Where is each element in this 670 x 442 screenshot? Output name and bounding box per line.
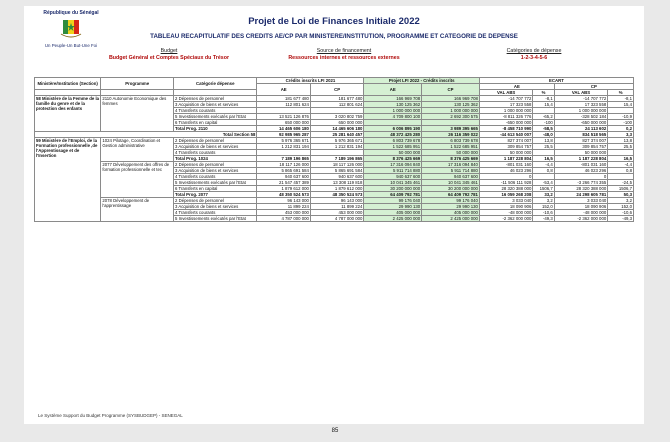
value-cell: 1 187 228 804 (554, 156, 607, 162)
value-cell: 8 376 425 669 (364, 156, 422, 162)
value-cell: 827 374 007 (479, 138, 532, 144)
value-cell: 50 000 000 (422, 150, 480, 156)
value-cell: 1 522 685 951 (422, 144, 480, 150)
value-cell: 940 637 600 (364, 174, 422, 180)
value-cell: -65,2 (533, 114, 554, 120)
value-cell: 405 000 000 (422, 210, 480, 216)
value-cell: 7 189 196 865 (310, 156, 363, 162)
value-cell: 112 801 624 (257, 102, 310, 108)
value-cell: 2 425 000 000 (422, 216, 480, 222)
col-header-ae: AE (364, 84, 422, 96)
value-cell: 46 023 296 (554, 168, 607, 174)
value-cell: -24,5 (608, 180, 634, 186)
source-label: Source de financement (316, 48, 372, 54)
value-cell: 1506,7 (533, 186, 554, 192)
value-cell: 309 854 757 (479, 144, 532, 150)
value-cell: 46 023 296 (479, 168, 532, 174)
value-cell: 1 879 612 000 (310, 186, 363, 192)
value-cell: 152,0 (533, 204, 554, 210)
value-cell: 50 000 000 (554, 150, 607, 156)
value-cell: 827 374 007 (554, 138, 607, 144)
col-header-cp: CP (310, 84, 363, 96)
value-cell: 13,8 (608, 138, 634, 144)
value-cell: -801 031 160 (554, 162, 607, 168)
value-cell: 405 000 000 (364, 210, 422, 216)
value-cell: 2 425 000 000 (364, 216, 422, 222)
value-cell: 3,2 (533, 198, 554, 204)
programme-cell: 2077 Développement des offres de formation professionnelle et tec (101, 162, 174, 198)
categorie-cell: 5 Investissements exécutés par l'Etat (174, 114, 257, 120)
ministere-cell: 58 Ministère de la Femme de la famille du genre et de la protection des enfants (35, 96, 101, 132)
value-cell: 26 116 359 022 (422, 132, 480, 138)
value-cell: 14 465 606 180 (257, 126, 310, 132)
program-total-label: Total Prog. 2077 (174, 192, 257, 198)
value-cell: 29 990 130 (422, 204, 480, 210)
value-cell: 1 212 831 194 (257, 144, 310, 150)
value-cell: 3 033 040 (554, 198, 607, 204)
value-cell: -801 031 160 (479, 162, 532, 168)
value-cell: 15,4 (533, 102, 554, 108)
value-cell: 29 990 130 (364, 204, 422, 210)
value-cell: 6 006 895 190 (364, 126, 422, 132)
value-cell: 3 020 802 759 (310, 114, 363, 120)
value-cell: 3 989 395 665 (422, 126, 480, 132)
col-header-ministere: Ministère/Institution (Section) (35, 78, 101, 90)
value-cell: 1 522 685 951 (364, 144, 422, 150)
value-cell: -48 000 000 (479, 210, 532, 216)
document-title: Projet de Loi de Finances Initiale 2022 (248, 16, 420, 27)
value-cell: 24 113 602 (554, 126, 607, 132)
value-cell: 11 899 224 (257, 204, 310, 210)
col-header-pct: % (608, 90, 634, 96)
value-cell: 834 518 565 (554, 132, 607, 138)
value-cell: -14 707 772 (554, 96, 607, 102)
value-cell: 1506,7 (608, 186, 634, 192)
categorie-cell: 3 Acquisition de biens et services (174, 204, 257, 210)
col-header-lfi2021: Crédits inscrits LFI 2021 (257, 78, 364, 84)
value-cell: -4,4 (533, 162, 554, 168)
value-cell: 0 (479, 174, 532, 180)
value-cell: 25 281 640 457 (310, 132, 363, 138)
value-cell: 166 969 708 (364, 96, 422, 102)
value-cell: 25,5 (533, 144, 554, 150)
categorie-cell: 3 Acquisition de biens et services (174, 168, 257, 174)
col-header-val-abs: VAL ABS (554, 90, 607, 96)
categorie-cell: 3 Acquisition de biens et services (174, 102, 257, 108)
motto-label: Un Peuple-Un But-Une Foi (44, 43, 98, 48)
categorie-cell: 4 Transferts courants (174, 210, 257, 216)
source-value: Ressources internes et ressources externes (288, 55, 400, 61)
categorie-cell: 6 Transferts en capital (174, 186, 257, 192)
value-cell: -4,4 (608, 162, 634, 168)
value-cell: 5 865 691 584 (257, 168, 310, 174)
value-cell: 18 090 906 (479, 204, 532, 210)
value-cell: 99 176 040 (364, 198, 422, 204)
value-cell: 17 316 094 840 (422, 162, 480, 168)
value-cell: 17 323 558 (554, 102, 607, 108)
table-row (35, 138, 634, 144)
budget-block (84, 48, 254, 62)
source-block (264, 48, 424, 62)
value-cell: 30 200 000 000 (364, 186, 422, 192)
value-cell: 0 (554, 174, 607, 180)
value-cell: 24 298 605 781 (554, 192, 607, 198)
categorie-cell: 5 Investissements exécutés par l'Etat (174, 216, 257, 222)
value-cell: -2 362 000 000 (479, 216, 532, 222)
value-cell: 7 189 196 865 (257, 156, 310, 162)
value-cell: 940 637 600 (257, 174, 310, 180)
program-total-label: Total Prog. 2110 (174, 126, 257, 132)
value-cell: 13 308 119 818 (310, 180, 363, 186)
value-cell: 18 117 126 000 (310, 162, 363, 168)
value-cell: 0,2 (608, 126, 634, 132)
value-cell: 21 547 457 389 (257, 180, 310, 186)
value-cell: 48 350 524 573 (257, 192, 310, 198)
value-cell: 152,0 (608, 204, 634, 210)
value-cell: 18 117 126 000 (257, 162, 310, 168)
categorie-cell: 3 Acquisition de biens et services (174, 144, 257, 150)
value-cell: 0,8 (608, 168, 634, 174)
value-cell: 25,5 (608, 144, 634, 150)
ministere-cell: 59 Ministère de l'Emploi, de la Formation professionnelle ,de l'Apprentissage et de l'Insertion (35, 138, 101, 222)
col-header-cp: CP (422, 84, 480, 96)
value-cell: 940 637 600 (310, 174, 363, 180)
value-cell: 16,5 (533, 156, 554, 162)
value-cell: 92 985 965 287 (257, 132, 310, 138)
value-cell: 64 409 792 781 (422, 192, 480, 198)
value-cell: 5 976 365 671 (257, 138, 310, 144)
categorie-cell: 2 Dépenses de personnel (174, 198, 257, 204)
value-cell: 1 000 000 000 (554, 108, 607, 114)
value-cell: 3,3 (608, 132, 634, 138)
value-cell: 4 709 800 100 (364, 114, 422, 120)
value-cell: -49,3 (608, 216, 634, 222)
value-cell: -10,9 (608, 114, 634, 120)
value-cell: 309 854 757 (554, 144, 607, 150)
value-cell: 5 911 714 880 (364, 168, 422, 174)
value-cell: 28 320 388 000 (554, 186, 607, 192)
value-cell: -100 (608, 120, 634, 126)
value-cell: 181 677 480 (257, 96, 310, 102)
categorie-cell: 4 Transferts courants (174, 174, 257, 180)
value-cell: 11 899 224 (310, 204, 363, 210)
document-page (24, 6, 644, 424)
category-block (464, 48, 604, 62)
value-cell: -3 266 774 355 (554, 180, 607, 186)
categorie-cell: 2 Dépenses de personnel (174, 162, 257, 168)
col-header-categorie: Catégorie dépense (174, 78, 257, 90)
value-cell: 10 041 345 461 (422, 180, 480, 186)
value-cell: 30 200 000 000 (422, 186, 480, 192)
value-cell: -8,1 (608, 96, 634, 102)
value-cell: -48,0 (533, 132, 554, 138)
section-total-label: Total Section 58 (35, 132, 257, 138)
budget-value: Budget Général et Comptes Spéciaux du Trésor (108, 55, 230, 61)
value-cell: -48 000 000 (554, 210, 607, 216)
value-cell: 10 041 345 461 (364, 180, 422, 186)
value-cell: 50 000 000 (479, 150, 532, 156)
col-header-ae: AE (479, 84, 554, 90)
program-total-label: Total Prog. 1024 (174, 156, 257, 162)
value-cell: -11 506 111 928 (479, 180, 532, 186)
value-cell: 1 879 612 000 (257, 186, 310, 192)
value-cell: 1 212 831 194 (310, 144, 363, 150)
value-cell: 48 350 524 573 (310, 192, 363, 198)
value-cell: 453 000 000 (257, 210, 310, 216)
value-cell: 2 692 300 575 (422, 114, 480, 120)
value-cell: 50 000 000 (364, 150, 422, 156)
value-cell: 64 409 792 781 (364, 192, 422, 198)
value-cell: -44 613 540 007 (479, 132, 532, 138)
value-cell: 1 000 000 000 (364, 108, 422, 114)
value-cell: 28 320 388 000 (479, 186, 532, 192)
value-cell: 14 465 606 180 (310, 126, 363, 132)
value-cell: 650 000 000 (257, 120, 310, 126)
credits-table (34, 77, 634, 222)
categorie-cell: 6 Transferts en capital (174, 120, 257, 126)
value-cell: 33,2 (533, 192, 554, 198)
value-cell: 1 000 000 000 (479, 108, 532, 114)
value-cell: 96 143 000 (310, 198, 363, 204)
value-cell: -58,5 (533, 126, 554, 132)
value-cell: 48 372 425 280 (364, 132, 422, 138)
footer-text: Le Système Support du Budget Programme (SYSBUDGEP) - SENEGAL (38, 413, 183, 418)
col-header-ae: AE (257, 84, 310, 96)
value-cell: 650 000 000 (310, 120, 363, 126)
value-cell: 5 865 691 584 (310, 168, 363, 174)
value-cell: 17 316 094 840 (364, 162, 422, 168)
value-cell: 16,5 (608, 156, 634, 162)
value-cell: 166 969 708 (422, 96, 480, 102)
value-cell: 5 976 365 671 (310, 138, 363, 144)
page-number: 85 (331, 428, 339, 434)
categorie-cell: 5 Investissements exécutés par l'Etat (174, 180, 257, 186)
value-cell: -53,4 (533, 180, 554, 186)
value-cell: -328 502 184 (554, 114, 607, 120)
value-cell: 453 000 000 (310, 210, 363, 216)
value-cell: 0,8 (533, 168, 554, 174)
value-cell: 4 787 000 000 (310, 216, 363, 222)
value-cell: -14 707 772 (479, 96, 532, 102)
category-label: Catégories de dépense (506, 48, 562, 54)
category-value: 1-2-3-4-5-6 (520, 55, 548, 61)
value-cell: 130 125 362 (422, 102, 480, 108)
value-cell: 130 125 362 (364, 102, 422, 108)
value-cell: 940 637 600 (422, 174, 480, 180)
value-cell: 6 803 739 678 (364, 138, 422, 144)
value-cell: 3,2 (608, 198, 634, 204)
value-cell: -650 000 000 (479, 120, 532, 126)
value-cell: 112 801 624 (310, 102, 363, 108)
value-cell: 15,4 (608, 102, 634, 108)
programme-cell: 2110 Autonomie Economique des femmes (101, 96, 174, 132)
value-cell: -2 362 000 000 (554, 216, 607, 222)
col-header-val-abs: VAL ABS (479, 90, 532, 96)
value-cell: -8 458 710 990 (479, 126, 532, 132)
value-cell: 6 803 739 678 (422, 138, 480, 144)
value-cell: 181 677 480 (310, 96, 363, 102)
col-header-cp: CP (554, 84, 633, 90)
value-cell: -650 000 000 (554, 120, 607, 126)
republic-label: République du Sénégal (43, 10, 99, 16)
value-cell: -8 811 326 776 (479, 114, 532, 120)
col-header-programme: Programme (101, 78, 174, 90)
budget-label: Budget (160, 48, 178, 54)
col-header-ecart: ECART (479, 78, 633, 84)
value-cell: 4 787 000 000 (257, 216, 310, 222)
value-cell: -10,6 (533, 210, 554, 216)
value-cell: 1 000 000 000 (422, 108, 480, 114)
value-cell: 17 323 558 (479, 102, 532, 108)
value-cell: 1 187 228 804 (479, 156, 532, 162)
categorie-cell: 2 Dépenses de personnel (174, 96, 257, 102)
value-cell: 18 090 906 (554, 204, 607, 210)
categorie-cell: 2 Dépenses de personnel (174, 138, 257, 144)
col-header-plfi2022: Projet LFI 2022 - Crédits inscrits (364, 78, 480, 84)
value-cell: -49,3 (533, 216, 554, 222)
value-cell: 3 033 040 (479, 198, 532, 204)
value-cell: 13,8 (533, 138, 554, 144)
value-cell: 99 176 040 (422, 198, 480, 204)
categorie-cell: 4 Transferts courants (174, 150, 257, 156)
programme-cell: 2078 Développement de l'apprentissage (101, 198, 174, 222)
value-cell: -10,6 (608, 210, 634, 216)
document-subtitle: TABLEAU RECAPITULATIF DES CREDITS AE/CP PAR MINISTERE/INSTITUTION, PROGRAMME ET CATEGORIE DE DEPENSE (150, 33, 518, 40)
programme-cell: 1024 Pilotage, Coordination et Gestion administrative (101, 138, 174, 162)
value-cell: 96 143 000 (257, 198, 310, 204)
categorie-cell: 4 Transferts courants (174, 108, 257, 114)
col-header-pct: % (533, 90, 554, 96)
value-cell: -8,1 (533, 96, 554, 102)
value-cell: 16 059 268 208 (479, 192, 532, 198)
value-cell: 50,3 (608, 192, 634, 198)
value-cell: -100 (533, 120, 554, 126)
value-cell: 5 911 714 880 (422, 168, 480, 174)
value-cell: 13 521 126 876 (257, 114, 310, 120)
value-cell: 8 376 425 669 (422, 156, 480, 162)
